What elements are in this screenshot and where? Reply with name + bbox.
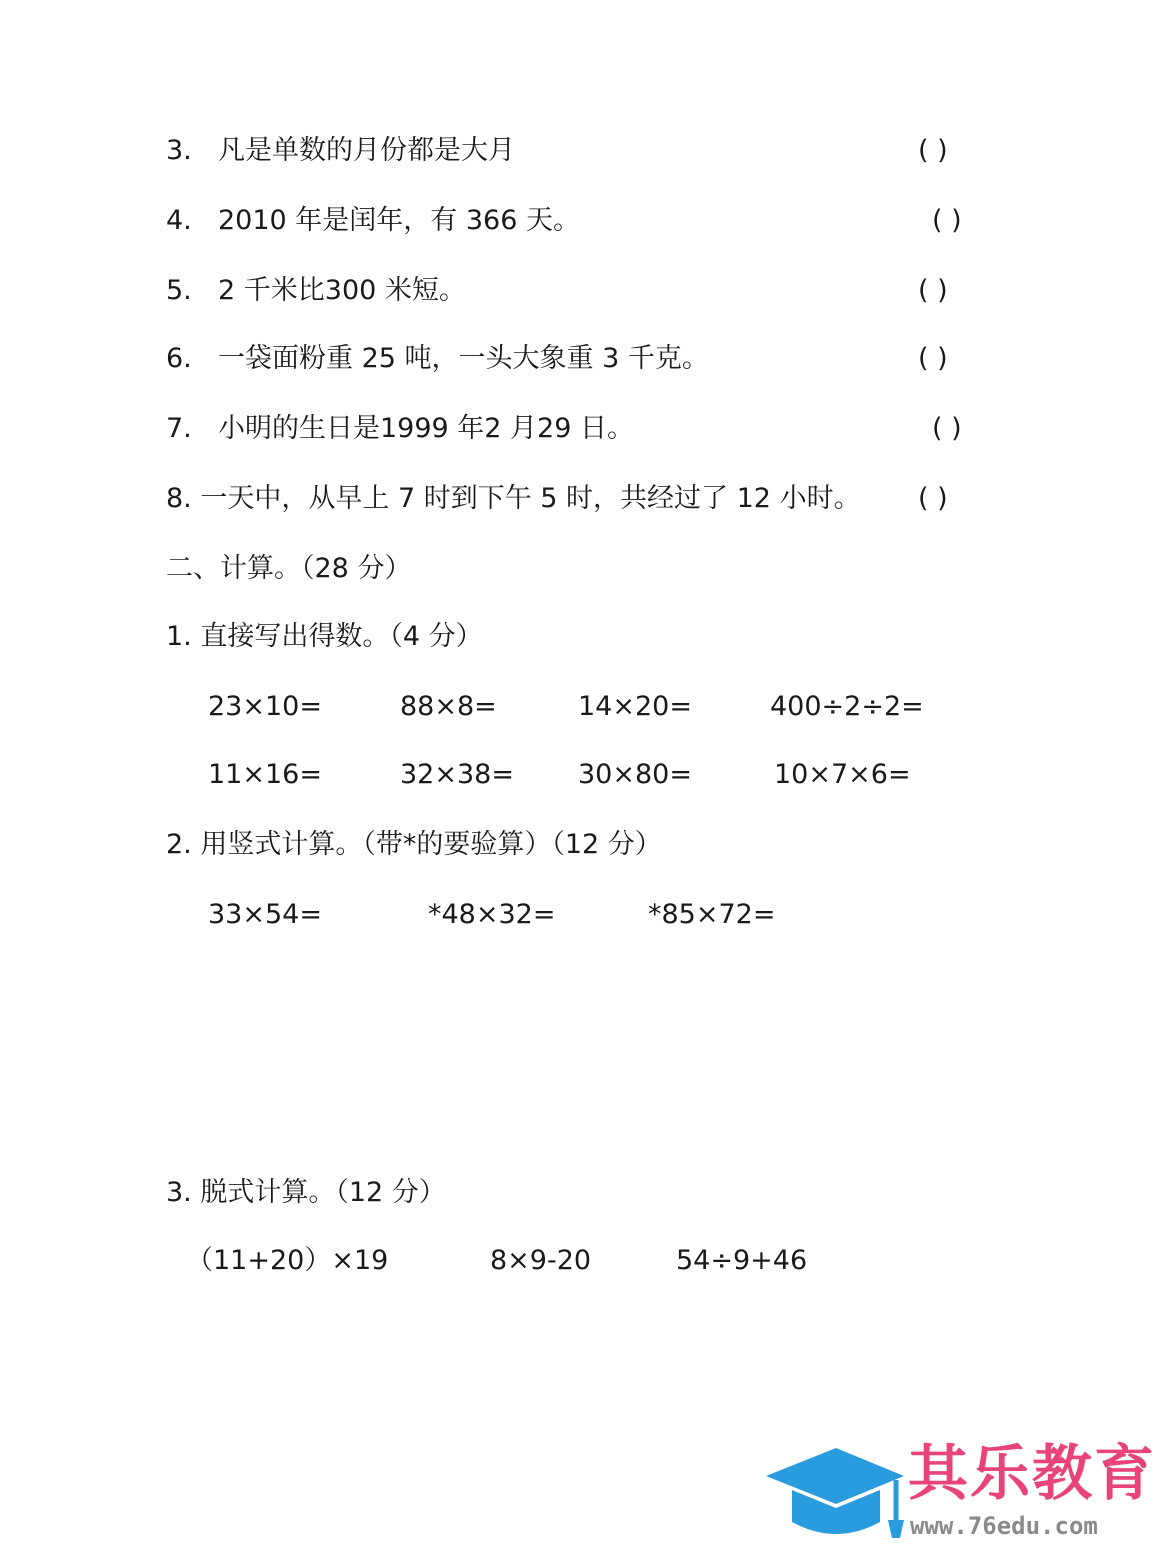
item-5-text: 2 千米比300 米短。 [218, 275, 466, 306]
item-6-answer-paren[interactable]: ( ) [918, 343, 948, 374]
part1-expr-8: 10×7×6= [774, 759, 911, 790]
item-8 [166, 482, 861, 516]
part3-expr-2: 8×9-20 [490, 1245, 592, 1276]
item-4 [166, 204, 580, 238]
item-3 [166, 134, 515, 168]
item-7-number: 7. [166, 413, 192, 444]
part3-title: 3. 脱式计算。（12 分） [166, 1177, 446, 1208]
part1-expr-1: 23×10= [208, 691, 322, 722]
part1-expr-5: 11×16= [208, 759, 322, 790]
part3-expr-3: 54÷9+46 [676, 1245, 808, 1276]
item-4-number: 4. [166, 205, 192, 236]
part1-expr-3: 14×20= [578, 691, 692, 722]
item-4-answer-paren[interactable]: ( ) [932, 205, 962, 236]
part2-expr-2: *48×32= [428, 899, 556, 930]
logo [758, 1438, 1168, 1548]
item-3-number: 3. [166, 135, 192, 166]
item-7 [166, 412, 634, 446]
part1-title: 1. 直接写出得数。（4 分） [166, 621, 483, 652]
item-5-answer-paren[interactable]: ( ) [918, 275, 948, 306]
section2-title: 二、计算。（28 分） [166, 553, 412, 584]
part1-expr-2: 88×8= [400, 691, 497, 722]
part2-expr-1: 33×54= [208, 899, 322, 930]
item-5 [166, 274, 466, 308]
item-8-text: 一天中，从早上 7 时到下午 5 时，共经过了 12 小时。 [200, 483, 861, 514]
part3-expr-1: （11+20）×19 [186, 1245, 389, 1276]
logo-name: 其乐教育 [908, 1439, 1156, 1509]
item-8-number: 8. [166, 483, 192, 514]
graduation-cap-icon [758, 1438, 908, 1548]
part2-expr-3: *85×72= [648, 899, 776, 930]
item-6-number: 6. [166, 343, 192, 374]
item-7-text: 小明的生日是1999 年2 月29 日。 [218, 413, 634, 444]
part2-title: 2. 用竖式计算。（带*的要验算）（12 分） [166, 829, 662, 860]
item-7-answer-paren[interactable]: ( ) [932, 413, 962, 444]
item-6 [166, 342, 709, 376]
item-3-text: 凡是单数的月份都是大月 [218, 135, 515, 166]
logo-url: www.76edu.com [910, 1512, 1098, 1540]
item-3-answer-paren[interactable]: ( ) [918, 135, 948, 166]
item-8-answer-paren[interactable]: ( ) [918, 483, 948, 514]
item-4-text: 2010 年是闰年，有 366 天。 [218, 205, 580, 236]
item-5-number: 5. [166, 275, 192, 306]
part1-expr-6: 32×38= [400, 759, 514, 790]
item-6-text: 一袋面粉重 25 吨，一头大象重 3 千克。 [218, 343, 709, 374]
part1-expr-7: 30×80= [578, 759, 692, 790]
part1-expr-4: 400÷2÷2= [770, 691, 924, 722]
